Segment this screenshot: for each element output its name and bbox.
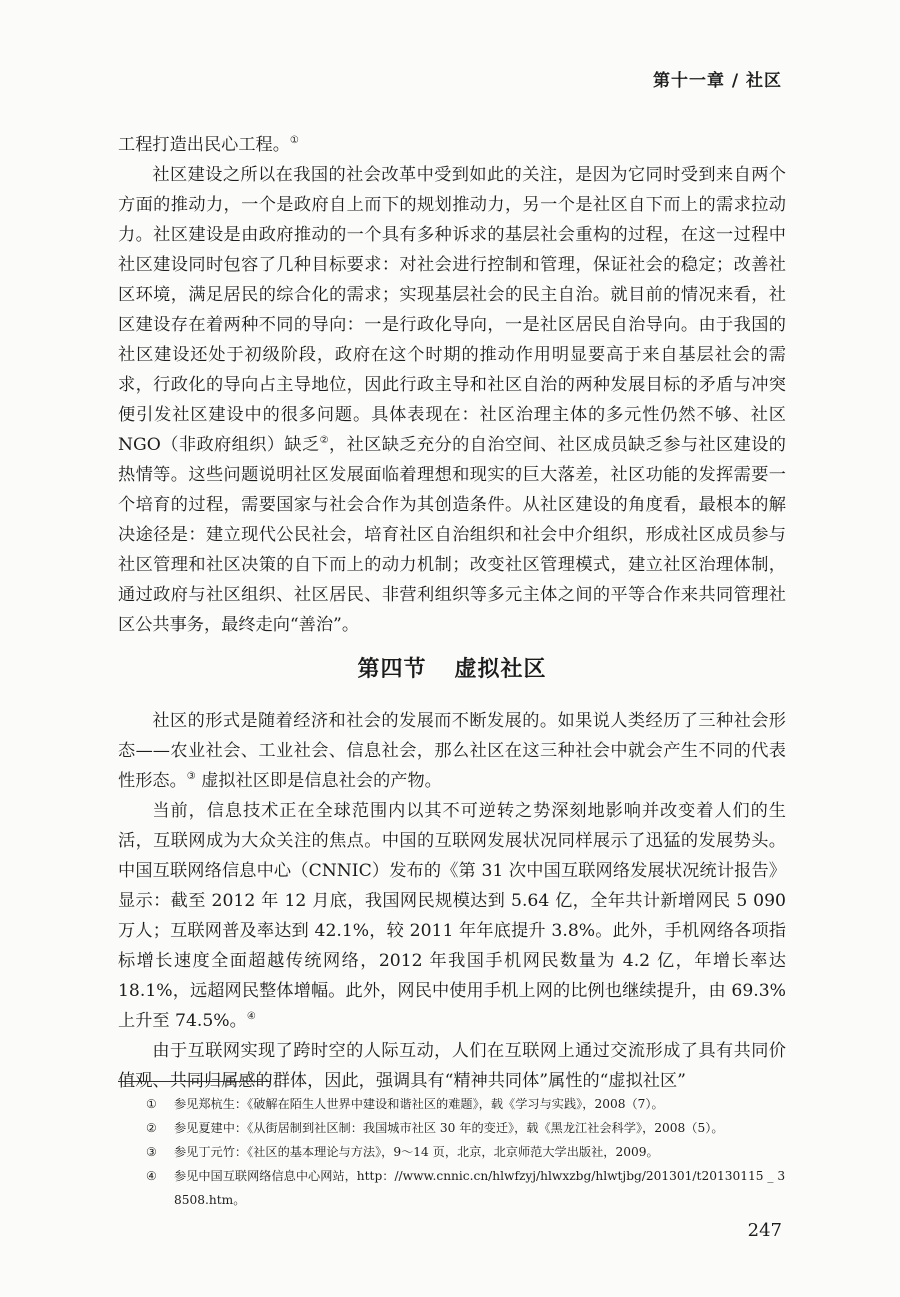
paragraph-text: 由于互联网实现了跨时空的人际互动，人们在互联网上通过交流形成了具有共同价值观、共同归属感的群体，因此，强调具有“精神共同体”属性的“虚拟社区”	[118, 1041, 786, 1091]
footnote-divider	[118, 1081, 270, 1082]
section-title: 虚拟社区	[454, 657, 547, 682]
paragraph	[118, 706, 786, 796]
footnote-mark: ①	[146, 1097, 157, 1111]
footnote-mark: ④	[146, 1169, 157, 1183]
footnote-mark: ②	[146, 1121, 157, 1135]
footnote-ref[interactable]: ①	[289, 135, 299, 146]
section-body-text	[118, 706, 786, 1096]
footnote-text: 参见中国互联网络信息中心网站，http：//www.cnnic.cn/hlwfzyj/hlwxzbg/hlwtjbg/201301/t20130115 _ 38508.htm。	[174, 1169, 786, 1207]
paragraph	[118, 1036, 786, 1096]
page-number: 247	[747, 1220, 782, 1241]
section-heading	[118, 652, 786, 683]
footnote	[118, 1092, 786, 1116]
top-body-text	[118, 130, 786, 640]
footnote	[118, 1164, 786, 1212]
paragraph-text: 虚拟社区即是信息社会的产物。	[195, 771, 442, 791]
footnote-ref[interactable]: ④	[246, 1011, 256, 1022]
paragraph-text: ，社区缺乏充分的自治空间、社区成员缺乏参与社区建设的热情等。这些问题说明社区发展面临着理想和现实的巨大落差，社区功能的发挥需要一个培育的过程，需要国家与社会合作为其创造条件。从社区建设的角度看，最根本的解决途径是：建立现代公民社会，培育社区自治组织和社会中介组织，形成社区成员参与社区管理和社区决策的自下而上的动力机制；改变社区管理模式，建立社区治理体制，通过政府与社区组织、社区居民、非营利组织等多元主体之间的平等合作来共同管理社区公共事务，最终走向“善治”。	[118, 435, 786, 635]
section-number: 第四节	[357, 657, 427, 682]
footnote-ref[interactable]: ③	[186, 771, 196, 782]
running-header: 第十一章 / 社区	[652, 71, 782, 91]
paragraph-text: 当前，信息技术正在全球范围内以其不可逆转之势深刻地影响并改变着人们的生活，互联网成为大众关注的焦点。中国的互联网发展状况同样展示了迅猛的发展势头。中国互联网络信息中心（CNNIC）发布的《第 31 次中国互联网络发展状况统计报告》显示：截至 2012 年 12 月底，我国网民规模达到 5.64 亿，全年共计新增网民 5 090 万人；互联网普及率达到 42.1%，较 2011 年年底提升 3.8%。此外，手机网络各项指标增长速度全面超越传统网络，2012 年我国手机网民数量为 4.2 亿，年增长率达 18.1%，远超网民整体增幅。此外，网民中使用手机上网的比例也继续提升，由 69.3%上升至 74.5%。	[118, 801, 786, 1031]
paragraph	[118, 160, 786, 640]
paragraph-text: 工程打造出民心工程。	[118, 135, 290, 155]
footnote	[118, 1116, 786, 1140]
paragraph-text: 社区的形式是随着经济和社会的发展而不断发展的。如果说人类经历了三种社会形态——农业社会、工业社会、信息社会，那么社区在这三种社会中就会产生不同的代表性形态。	[118, 711, 786, 791]
paragraph-text: 社区建设之所以在我国的社会改革中受到如此的关注，是因为它同时受到来自两个方面的推动力，一个是政府自上而下的规划推动力，另一个是社区自下而上的需求拉动力。社区建设是由政府推动的一个具有多种诉求的基层社会重构的过程，在这一过程中社区建设同时包容了几种目标要求：对社会进行控制和管理，保证社会的稳定；改善社区环境，满足居民的综合化的需求；实现基层社会的民主自治。就目前的情况来看，社区建设存在着两种不同的导向：一是行政化导向，一是社区居民自治导向。由于我国的社区建设还处于初级阶段，政府在这个时期的推动作用明显要高于来自基层社会的需求，行政化的导向占主导地位，因此行政主导和社区自治的两种发展目标的矛盾与冲突便引发社区建设中的很多问题。具体表现在：社区治理主体的多元性仍然不够、社区 NGO（非政府组织）缺乏	[118, 165, 786, 455]
footnote-text: 参见夏建中：《从街居制到社区制：我国城市社区 30 年的变迁》，载《黑龙江社会科学》，2008（5）。	[174, 1121, 724, 1135]
footnote	[118, 1140, 786, 1164]
footnote-mark: ③	[146, 1145, 157, 1159]
footnotes	[118, 1092, 786, 1212]
paragraph	[118, 130, 786, 160]
footnote-ref[interactable]: ②	[319, 435, 329, 446]
paragraph	[118, 796, 786, 1036]
footnote-text: 参见郑杭生：《破解在陌生人世界中建设和谐社区的难题》，载《学习与实践》，2008（7）。	[174, 1097, 664, 1111]
footnote-text: 参见丁元竹：《社区的基本理论与方法》，9～14 页，北京，北京师范大学出版社，2009。	[174, 1145, 659, 1159]
